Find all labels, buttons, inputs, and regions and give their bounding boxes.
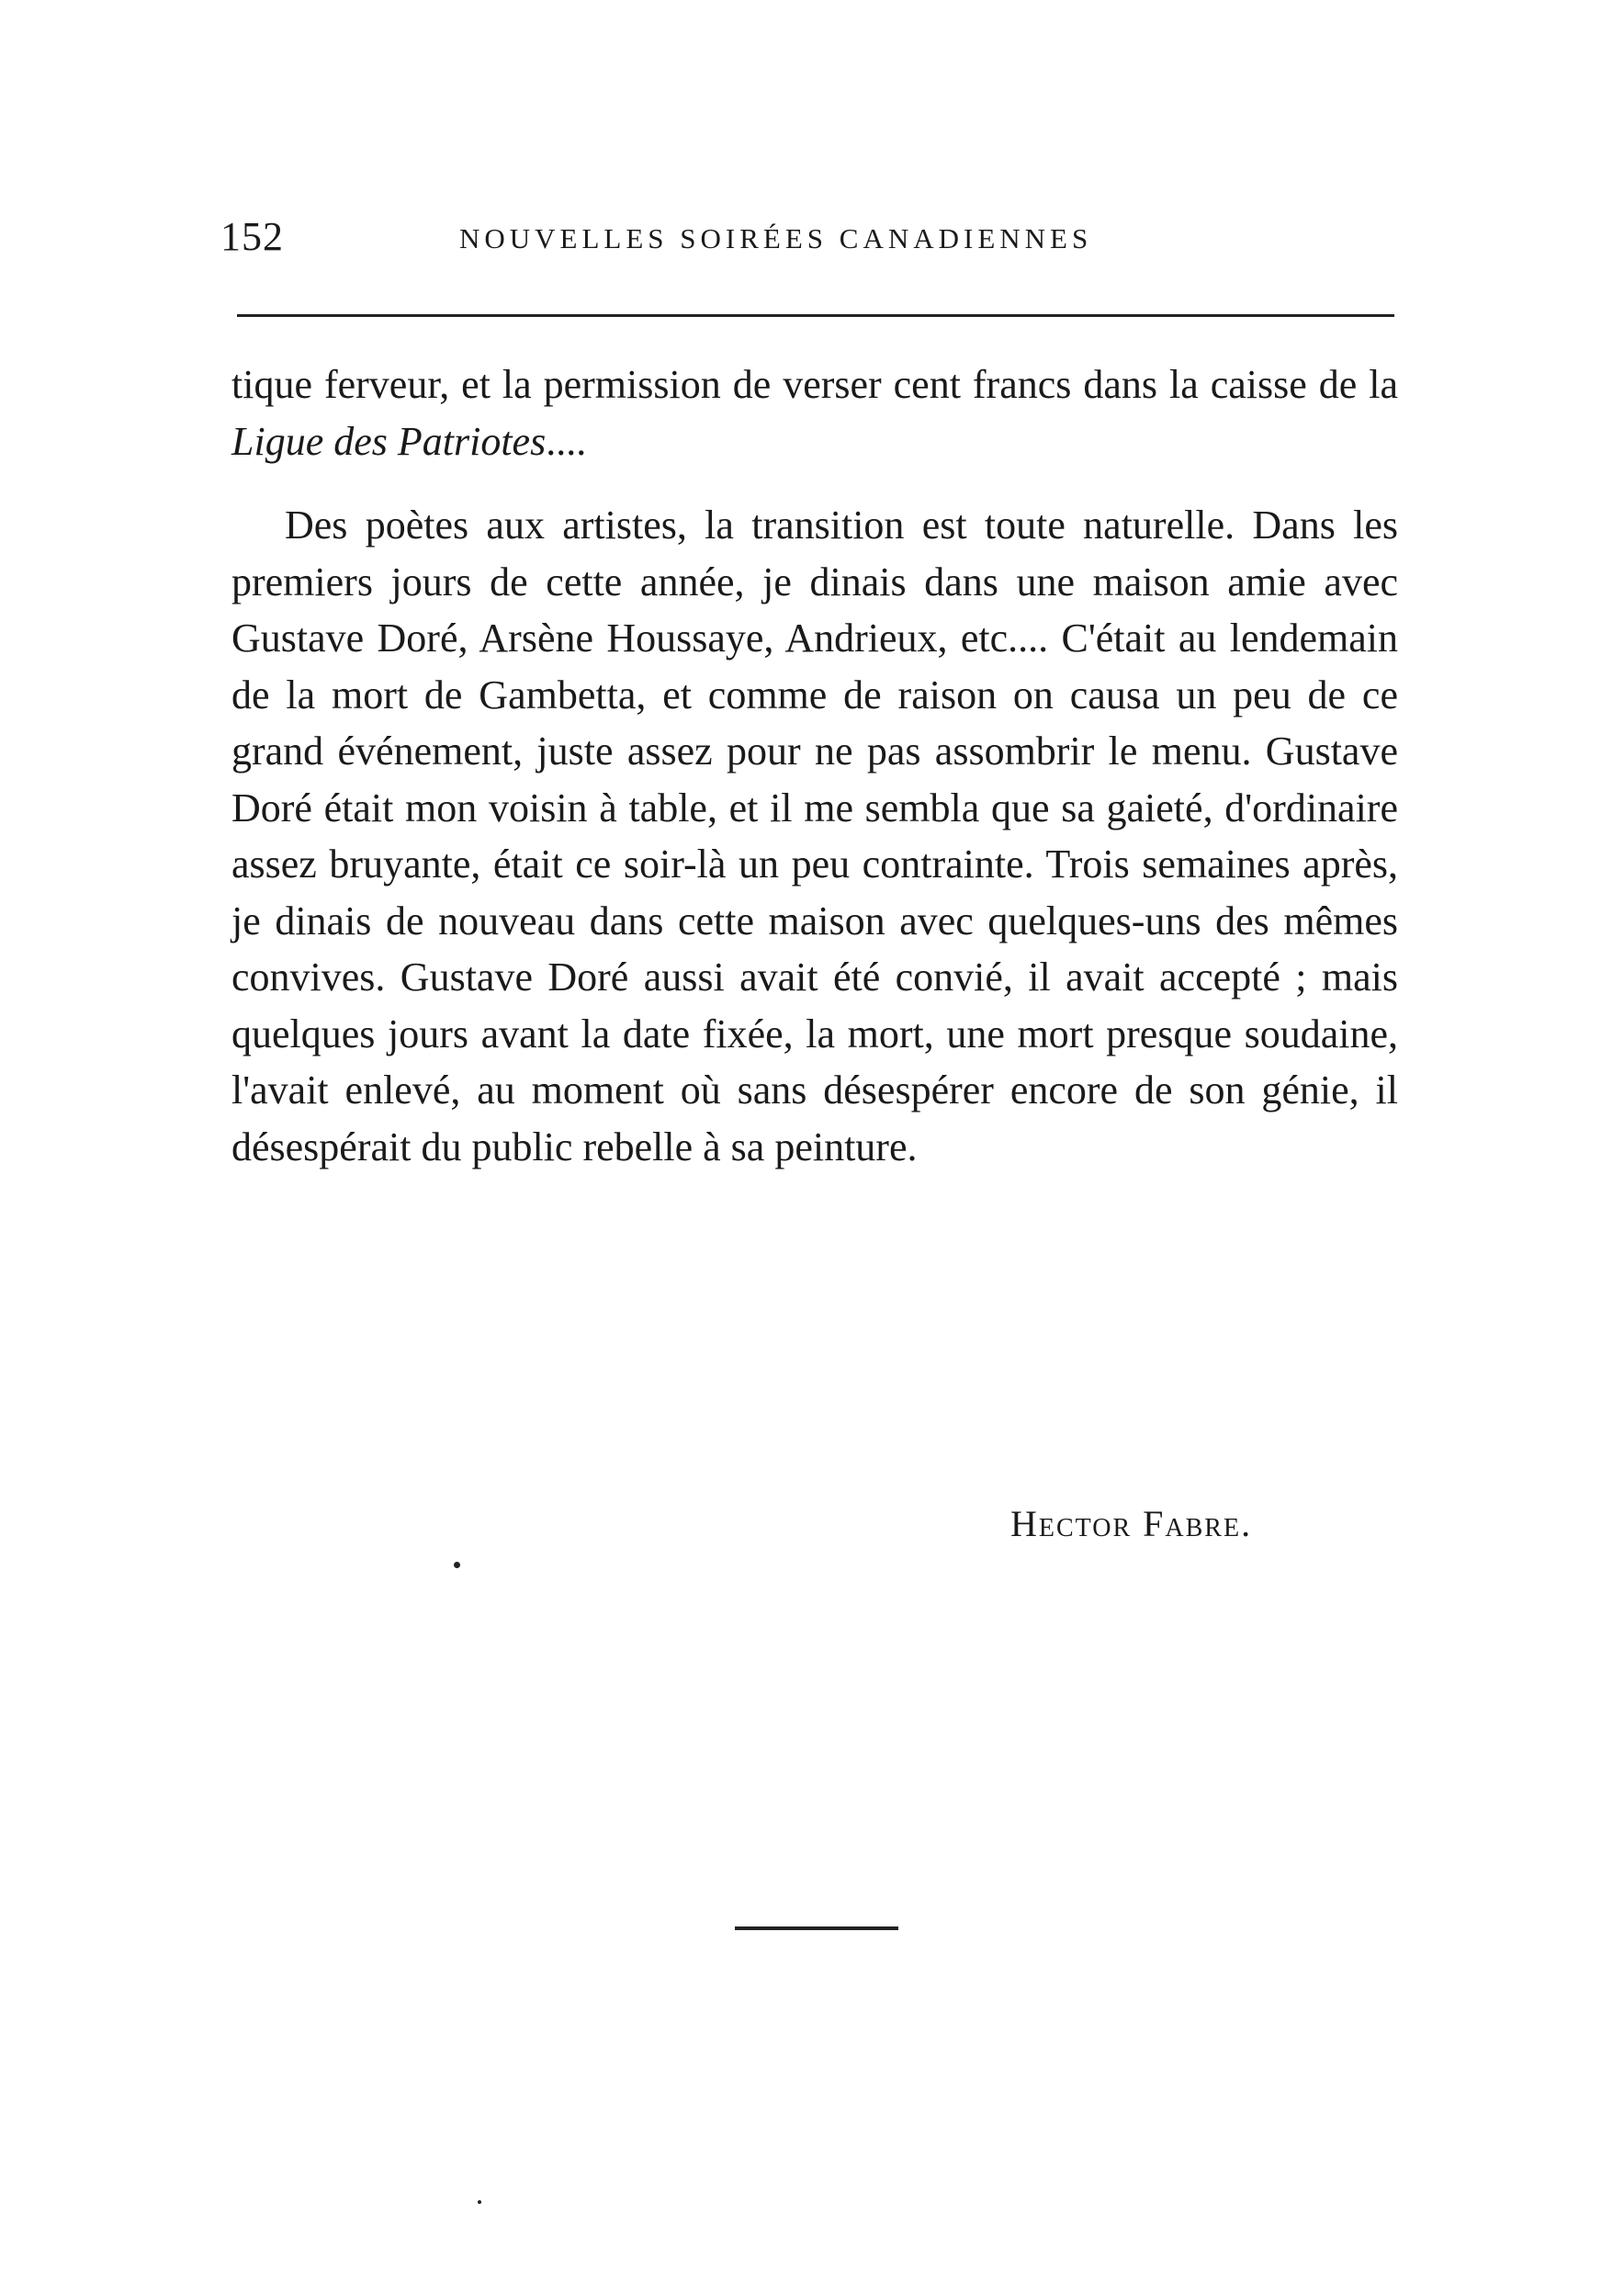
author-signature: Hector Fabre.	[1010, 1503, 1253, 1544]
print-speck	[454, 1562, 460, 1568]
page-header	[220, 213, 1405, 268]
end-rule	[735, 1926, 898, 1930]
paragraph-1-text: tique ferveur, et la permission de verser cent francs dans la caisse de la	[231, 362, 1398, 407]
paragraph-1-ellipsis: ....	[546, 418, 587, 464]
paragraph-2: Des poètes aux artistes, la transition est toute naturelle. Dans les premiers jours de cette année, je dinais dans une maison amie avec Gustave Doré, Arsène Houssaye, Andrieux, etc.... C'était au lendemain de la mort de Gambetta, et comme de raison on causa un peu de ce grand événement, juste assez pour ne pas assombrir le menu. Gustave Doré était mon voisin à table, et il me sembla que sa gaieté, d'ordinaire assez bruyante, était ce soir-là un peu contrainte. Trois semaines après, je dinais de nouveau dans cette maison avec quelques-uns des mêmes convives. Gustave Doré aussi avait été convié, il avait accepté ; mais quelques jours avant la date fixée, la mort, une mort presque soudaine, l'avait enlevé, au moment où sans désespérer encore de son génie, il désespérait du public rebelle à sa peinture.	[231, 503, 1398, 1169]
body-text	[231, 356, 1398, 1175]
header-rule	[237, 314, 1394, 317]
print-speck	[478, 2200, 481, 2204]
running-head: NOUVELLES SOIRÉES CANADIENNES	[459, 222, 1093, 254]
league-title: Ligue des Patriotes	[231, 418, 547, 464]
paragraph-1	[231, 356, 1398, 469]
page-number: 152	[220, 214, 284, 259]
